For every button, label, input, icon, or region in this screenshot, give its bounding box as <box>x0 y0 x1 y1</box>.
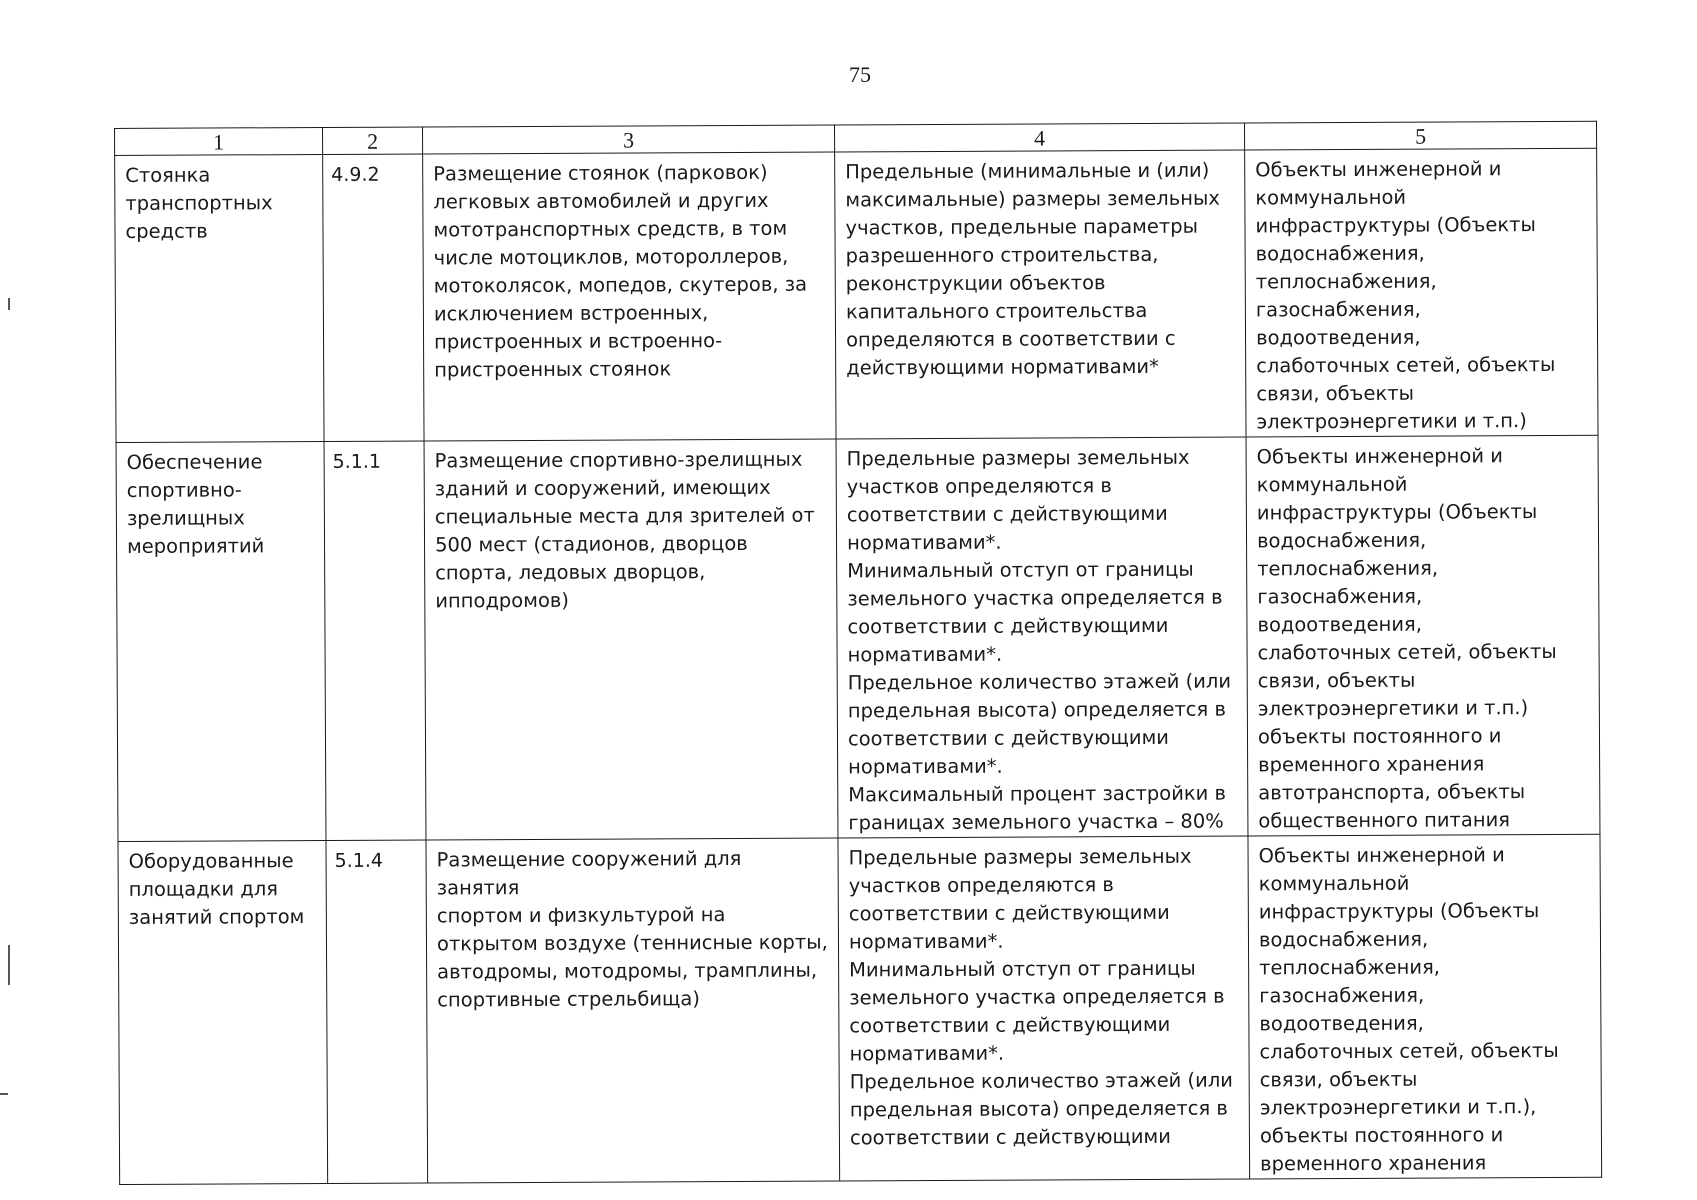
use-code-cell: 5.1.4 <box>326 840 428 1183</box>
scan-mark-middle <box>8 945 10 985</box>
use-code-cell: 5.1.1 <box>324 441 426 840</box>
scan-mark-lower <box>0 1093 8 1095</box>
auxiliary-uses-cell: Объекты инженерной и коммунальной инфраструктуры (Объекты водоснабжения, теплоснабжения, газоснабжения, водоотведения, слаботочных сетей, объекты связи, объекты электроэнергетики и т.п.) объекты постоянного и временного хранения автотранспорта, объекты общественного питания <box>1246 435 1600 836</box>
column-header-4: 4 <box>834 123 1244 152</box>
page-number: 75 <box>849 62 871 87</box>
use-name-cell: Стоянка транспортных средств <box>115 154 324 442</box>
table-row <box>118 834 1602 1184</box>
table-row <box>115 148 1598 442</box>
parameters-cell: Предельные размеры земельных участков определяются в соответствии с действующими нормативами*. Минимальный отступ от границы земельного участка определяется в соответствии с действующими нормативами*. Предельное количество этажей (или предельная высота) определяется в соответствии с действующими <box>838 836 1250 1181</box>
column-header-3: 3 <box>422 125 834 154</box>
auxiliary-uses-cell: Объекты инженерной и коммунальной инфраструктуры (Объекты водоснабжения, теплоснабжения, газоснабжения, водоотведения, слаботочных сетей, объекты связи, объекты электроэнергетики и т.п.) <box>1245 148 1598 437</box>
use-name-cell: Оборудованные площадки для занятий спортом <box>118 840 328 1184</box>
scan-mark-upper <box>8 298 10 310</box>
use-description-cell: Размещение сооружений для занятия спортом и физкультурой на открытом воздухе (теннисные корты, автодромы, мотодромы, трамплины, спортивные стрельбища) <box>426 838 840 1183</box>
parameters-cell: Предельные размеры земельных участков определяются в соответствии с действующими нормативами*. Минимальный отступ от границы земельного участка определяется в соответствии с действующими нормативами*. Предельное количество этажей (или предельная высота) определяется в соответствии с действующими нормативами*. Максимальный процент застройки в границах земельного участка – 80% <box>836 437 1248 838</box>
column-header-1: 1 <box>115 127 323 155</box>
auxiliary-uses-cell: Объекты инженерной и коммунальной инфраструктуры (Объекты водоснабжения, теплоснабжения, газоснабжения, водоотведения, слаботочных сетей, объекты связи, объекты электроэнергетики и т.п.), объекты постоянного и временного хранения <box>1248 834 1602 1179</box>
zoning-table <box>114 121 1602 1185</box>
column-header-5: 5 <box>1244 121 1596 150</box>
table-row <box>116 435 1600 841</box>
parameters-cell: Предельные (минимальные и (или) максимальные) размеры земельных участков, предельные параметры разрешенного строительства, реконструкции объектов капитального строительства определяются в соответствии с действующими нормативами* <box>835 150 1246 439</box>
column-header-2: 2 <box>322 127 422 154</box>
use-description-cell: Размещение спортивно-зрелищных зданий и сооружений, имеющих специальные места для зрителей от 500 мест (стадионов, дворцов спорта, ледовых дворцов, ипподромов) <box>424 439 838 840</box>
use-name-cell: Обеспечение спортивно- зрелищных мероприятий <box>116 441 326 841</box>
use-description-cell: Размещение стоянок (парковок) легковых автомобилей и других мототранспортных средств, в том числе мотоциклов, мотороллеров, мотоколясок, мопедов, скутеров, за исключением встроенных, пристроенных и встроенно- пристроенных стоянок <box>423 152 836 441</box>
use-code-cell: 4.9.2 <box>323 154 424 441</box>
